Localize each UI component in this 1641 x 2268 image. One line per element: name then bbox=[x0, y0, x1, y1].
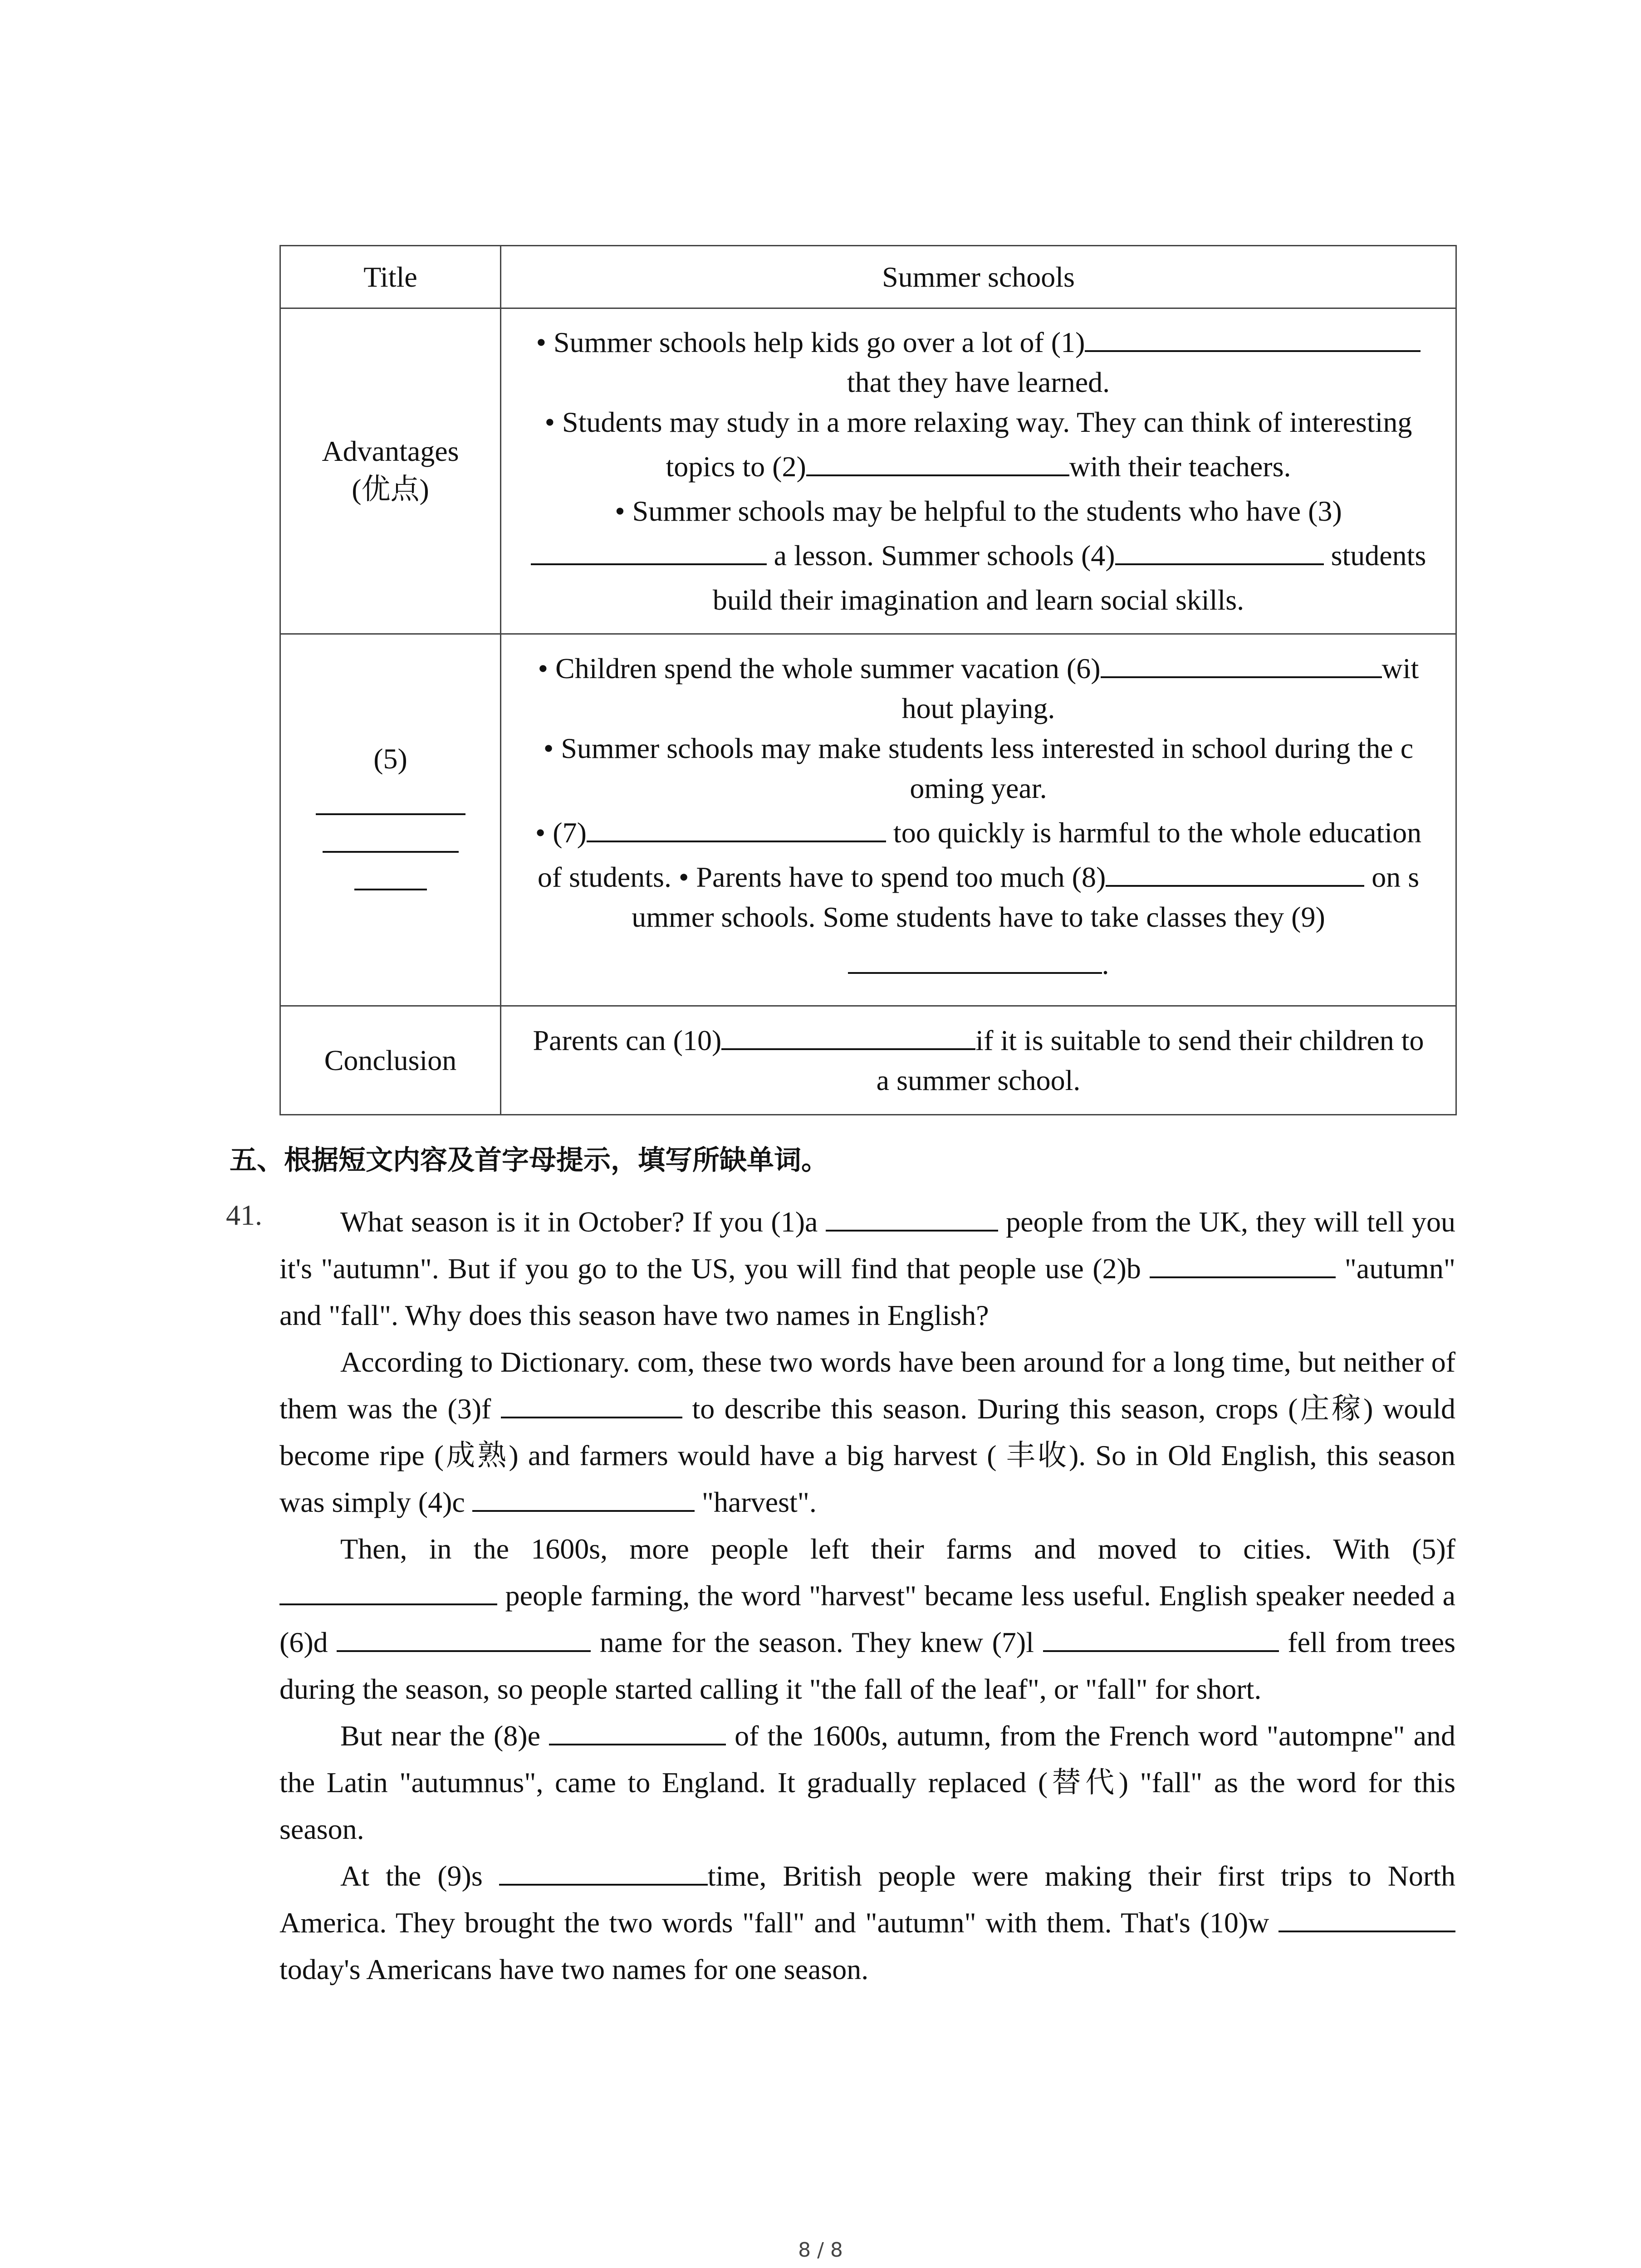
conclusion-label-cell: Conclusion bbox=[280, 1006, 501, 1115]
disadvantages-content-cell bbox=[501, 634, 1456, 1006]
p5-text-b: time, British people were making their first trips to North America. They brought the two words "fall" and "autumn" with them. That's (10)w bbox=[279, 1860, 1455, 1939]
blank-4[interactable] bbox=[1115, 536, 1324, 565]
adv-line-4b: with their teachers. bbox=[1069, 450, 1291, 483]
passage-blank-9[interactable] bbox=[499, 1857, 708, 1886]
p5-text-a: At the (9)s bbox=[340, 1860, 499, 1892]
adv-line-5: • Summer schools may be helpful to the students who have (3) bbox=[615, 494, 1342, 527]
passage-blank-8[interactable] bbox=[549, 1716, 726, 1745]
p3-text-a: Then, in the 1600s, more people left their farms and moved to cities. With (5)f bbox=[340, 1533, 1455, 1565]
blank-6[interactable] bbox=[1101, 649, 1382, 678]
adv-line-4: topics to (2) bbox=[666, 450, 806, 483]
p4-text-b: of the 1600s, autumn, from the French word "autompne" and the Latin "autumnus", came to England. It gradually replaced (替代) "fall" as the word for this season. bbox=[279, 1720, 1456, 1845]
passage-blank-7[interactable] bbox=[1043, 1623, 1279, 1652]
dis-line-6: of students. • Parents have to spend too much (8) bbox=[537, 860, 1106, 893]
conc-line-1: Parents can (10) bbox=[533, 1024, 722, 1056]
paragraph-4 bbox=[279, 1712, 1455, 1853]
p4-text-a: But near the (8)e bbox=[340, 1720, 549, 1752]
dis-line-8: . bbox=[1102, 948, 1109, 980]
p1-text-a: What season is it in October? If you (1)a bbox=[340, 1206, 826, 1238]
dis-line-3: • Summer schools may make students less interested in school during the c bbox=[543, 732, 1414, 764]
dis-line-7: ummer schools. Some students have to take classes they (9) bbox=[632, 900, 1325, 933]
section-heading: 五、根据短文内容及首字母提示，填写所缺单词。 bbox=[230, 1144, 828, 1176]
adv-line-2: that they have learned. bbox=[847, 366, 1110, 398]
dis-line-4: oming year. bbox=[910, 772, 1047, 804]
p1-text-b: people from the UK, they will tell you it's "autumn". But if you go to the US, you will find that people use (2)b bbox=[279, 1206, 1456, 1285]
conc-line-2: a summer school. bbox=[876, 1064, 1081, 1096]
adv-line-1: • Summer schools help kids go over a lot of (1) bbox=[536, 326, 1085, 358]
blank-5c[interactable] bbox=[354, 861, 427, 890]
advantages-label: Advantages (优点) bbox=[322, 435, 459, 505]
blank-8[interactable] bbox=[1106, 858, 1364, 887]
conclusion-content-cell bbox=[501, 1006, 1456, 1115]
conc-line-1b: if it is suitable to send their children to bbox=[975, 1024, 1424, 1056]
header-summer-schools-cell: Summer schools bbox=[501, 246, 1456, 308]
advantages-label-cell bbox=[280, 308, 501, 634]
item-5-label: (5) bbox=[373, 743, 407, 775]
adv-line-6b: students bbox=[1323, 539, 1426, 572]
adv-line-6: a lesson. Summer schools (4) bbox=[766, 539, 1115, 572]
header-title-cell: Title bbox=[280, 246, 501, 308]
dis-line-6b: on s bbox=[1364, 860, 1420, 893]
p3-text-d: fell from trees during the season, so people started calling it "the fall of the leaf", or "fall" for short. bbox=[279, 1626, 1456, 1705]
blank-1[interactable] bbox=[1085, 323, 1421, 352]
blank-2[interactable] bbox=[806, 447, 1069, 476]
blank-7[interactable] bbox=[587, 813, 886, 842]
paragraph-3 bbox=[279, 1525, 1455, 1712]
passage-blank-2[interactable] bbox=[1150, 1249, 1336, 1278]
adv-line-7: build their imagination and learn social skills. bbox=[712, 583, 1244, 616]
paragraph-1 bbox=[279, 1198, 1455, 1339]
dis-line-1: • Children spend the whole summer vacation (6) bbox=[538, 652, 1101, 684]
summer-schools-table bbox=[279, 245, 1457, 1115]
passage-blank-4[interactable] bbox=[472, 1483, 695, 1512]
p2-text-a: According to Dictionary. com, these two words have been around for a long time, but neither of them was the (3)f bbox=[279, 1346, 1455, 1425]
passage-blank-5[interactable] bbox=[279, 1576, 497, 1605]
p5-text-c: today's Americans have two names for one season. bbox=[279, 1953, 869, 1985]
p2-text-b: to describe this season. During this season, crops (庄稼) would become ripe (成熟) and farmers would have a big harvest ( 丰收). So in Old English, this season was simply (4)c bbox=[279, 1393, 1456, 1518]
passage-blank-1[interactable] bbox=[826, 1202, 998, 1232]
page-number: 8 / 8 bbox=[798, 2239, 843, 2262]
dis-line-2: hout playing. bbox=[901, 692, 1055, 724]
question-number: 41. bbox=[226, 1199, 262, 1231]
p3-text-c: name for the season. They knew (7)l bbox=[591, 1626, 1043, 1658]
dis-line-1b: wit bbox=[1381, 652, 1419, 684]
advantages-content-cell bbox=[501, 308, 1456, 634]
dis-line-5: • (7) bbox=[535, 816, 587, 849]
p3-text-b: people farming, the word "harvest" became less useful. English speaker needed a (6)d bbox=[279, 1579, 1455, 1658]
p2-text-c: "harvest". bbox=[694, 1486, 817, 1518]
blank-5b[interactable] bbox=[323, 824, 459, 853]
blank-10[interactable] bbox=[721, 1021, 975, 1050]
adv-line-3: • Students may study in a more relaxing way. They can think of interesting bbox=[544, 406, 1412, 438]
paragraph-5 bbox=[279, 1853, 1455, 1993]
passage-blank-6[interactable] bbox=[337, 1623, 591, 1652]
blank-3[interactable] bbox=[531, 536, 767, 565]
passage-blank-3[interactable] bbox=[501, 1389, 682, 1418]
blank-5a[interactable] bbox=[316, 786, 465, 815]
paragraph-2 bbox=[279, 1339, 1455, 1525]
passage-blank-10[interactable] bbox=[1279, 1903, 1455, 1932]
blank-9[interactable] bbox=[848, 945, 1102, 974]
passage bbox=[279, 1198, 1455, 1993]
dis-line-5b: too quickly is harmful to the whole education bbox=[886, 816, 1422, 849]
disadvantages-label-cell bbox=[280, 634, 501, 1006]
p1-text-c: "autumn" and "fall". Why does this season have two names in English? bbox=[279, 1252, 1456, 1331]
